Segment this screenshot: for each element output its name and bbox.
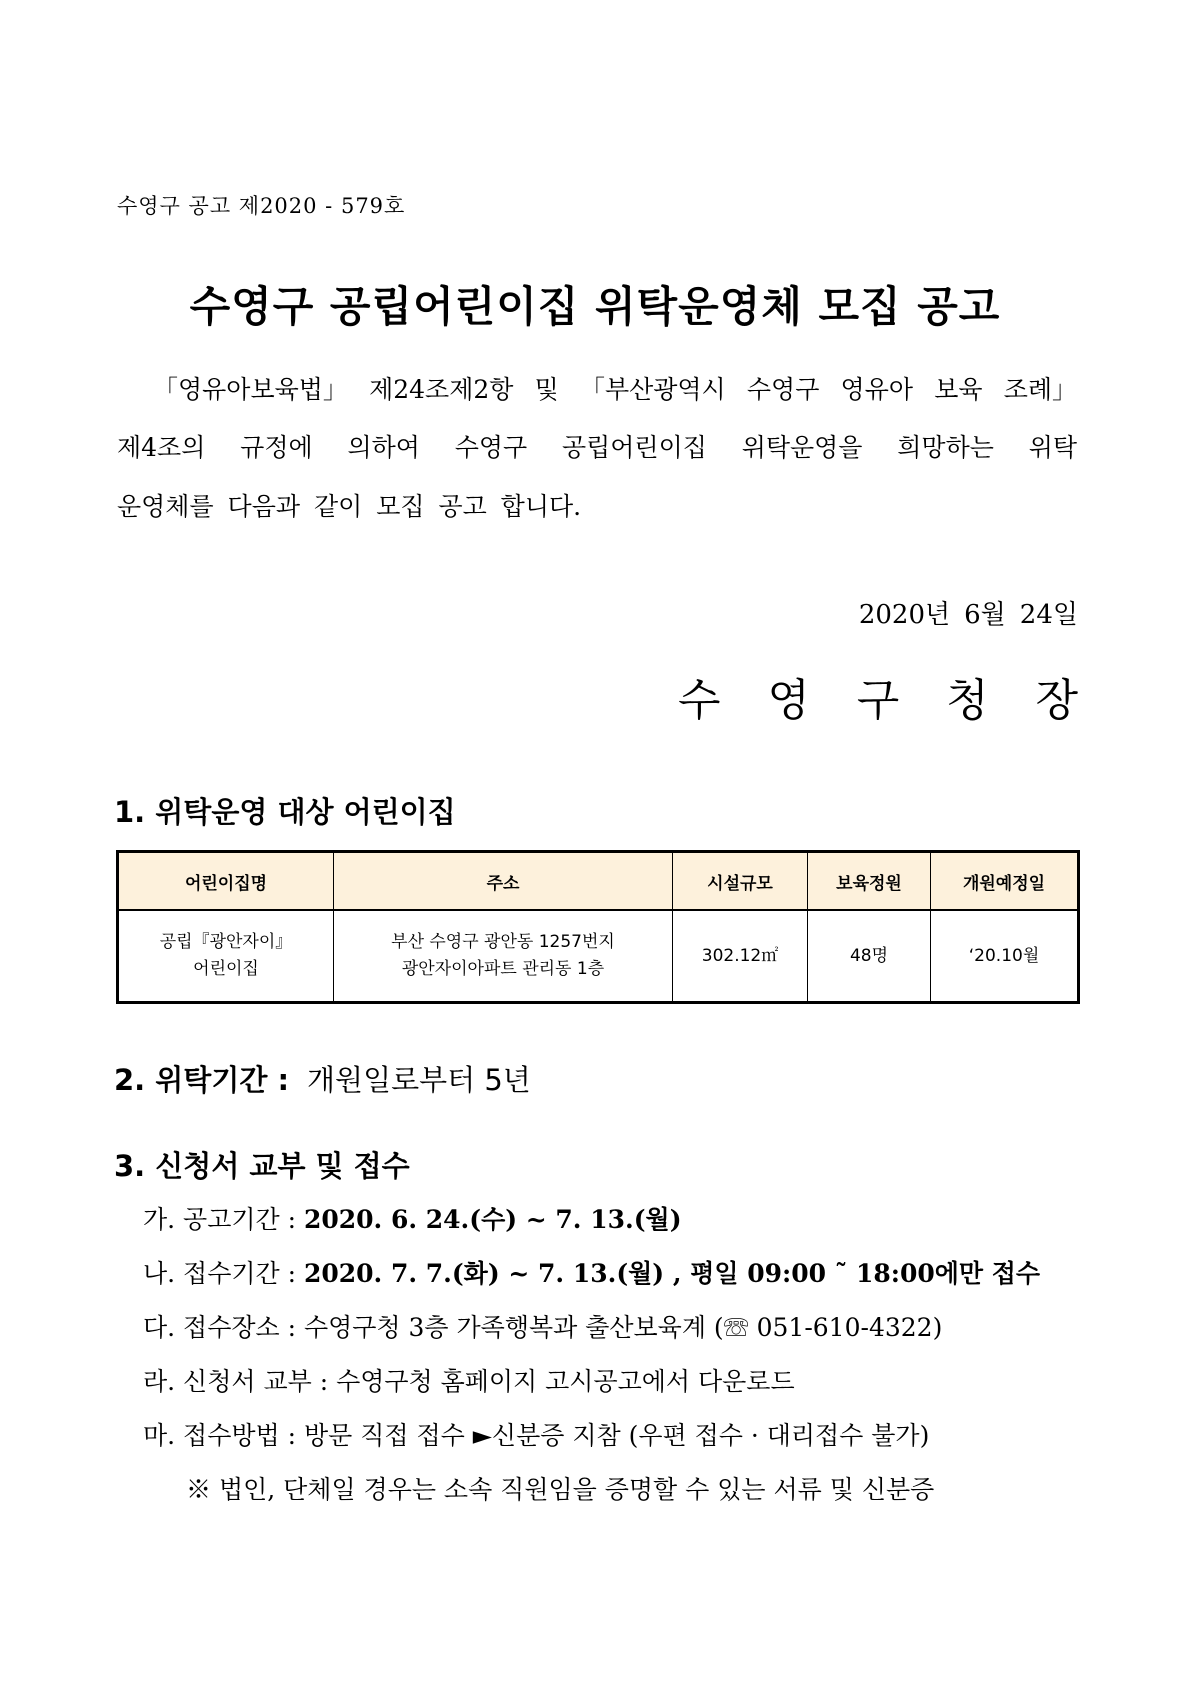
intro-word: 의하여: [347, 433, 420, 462]
intro-line-1: [117, 370, 1077, 406]
facility-table: [116, 850, 1080, 1004]
cell-address-line-1: 부산 수영구 광안동 1257번지: [391, 932, 615, 952]
date-day: 24일: [1019, 600, 1078, 630]
item-value: 방문 직접 접수 ►신분증 지참 (우편 접수 · 대리접수 불가): [303, 1421, 930, 1450]
list-item: [143, 1362, 795, 1398]
intro-word: 공립어린이집: [561, 433, 707, 462]
list-item: [143, 1254, 1040, 1290]
notice-number: 수영구 공고 제2020 - 579호: [117, 194, 406, 218]
intro-word: 위탁운영을: [741, 433, 863, 462]
intro-word: 수영구: [746, 375, 820, 404]
page-title: 수영구 공립어린이집 위탁운영체 모집 공고: [189, 282, 1001, 331]
intro-word: 영유아: [840, 375, 913, 404]
intro-word: 희망하는: [897, 433, 994, 462]
item-value: 2020. 6. 24.(수) ~ 7. 13.(월): [303, 1205, 682, 1234]
col-header-name: 어린이집명: [118, 852, 334, 911]
signer-char: 영: [767, 675, 810, 726]
cell-size: 302.12㎡: [673, 910, 808, 1003]
cell-name-line-2: 어린이집: [193, 959, 259, 979]
section-2-value: 개원일로부터 5년: [307, 1063, 531, 1097]
list-item: [143, 1416, 929, 1452]
section-3-heading: 3. 신청서 교부 및 접수: [114, 1149, 410, 1183]
cell-capacity: 48명: [808, 910, 931, 1003]
col-header-capacity: 보육정원: [808, 852, 931, 911]
intro-word: 위탁: [1028, 433, 1077, 462]
table-header-row: [118, 852, 1079, 911]
cell-opening: ‘20.10월: [931, 910, 1079, 1003]
list-item: [143, 1308, 942, 1344]
signer-title: [678, 664, 1078, 728]
cell-address: [334, 910, 673, 1003]
intro-word: 「영유아보육법」: [153, 375, 348, 404]
table-row: [118, 910, 1079, 1003]
intro-word: 보육: [934, 375, 983, 404]
col-header-size: 시설규모: [673, 852, 808, 911]
intro-word: 규정에: [240, 433, 313, 462]
section-2-label: 2. 위탁기간 :: [114, 1063, 290, 1097]
signer-char: 수: [678, 675, 721, 726]
cell-name: [118, 910, 334, 1003]
date-month: 6월: [964, 600, 1006, 630]
item-label: 가. 공고기간 :: [143, 1205, 304, 1234]
item-label: 마. 접수방법 :: [143, 1421, 304, 1450]
item-label: 라. 신청서 교부 :: [143, 1367, 337, 1396]
item-value: 수영구청 홈페이지 고시공고에서 다운로드: [336, 1367, 795, 1396]
intro-word: 제24조제2항: [369, 375, 514, 404]
cell-address-line-2: 광안자이아파트 관리동 1층: [401, 959, 605, 979]
intro-word: 조례」: [1003, 375, 1077, 404]
intro-line-3: 운영체를 다음과 같이 모집 공고 합니다.: [117, 492, 582, 521]
signer-char: 장: [1035, 675, 1078, 726]
section-1-heading: 1. 위탁운영 대상 어린이집: [114, 795, 456, 829]
item-label: 나. 접수기간 :: [143, 1259, 304, 1288]
intro-word: 제4조의: [117, 433, 206, 462]
date-year: 2020년: [858, 600, 951, 630]
intro-word: 「부산광역시: [579, 375, 726, 404]
col-header-opening: 개원예정일: [931, 852, 1079, 911]
list-item: [143, 1200, 682, 1236]
notice-date: [845, 594, 1078, 631]
col-header-address: 주소: [334, 852, 673, 911]
signer-char: 청: [946, 675, 989, 726]
item-label: 다. 접수장소 :: [143, 1313, 304, 1342]
cell-name-line-1: 공립『광안자이』: [159, 932, 293, 952]
intro-word: 수영구: [454, 433, 528, 462]
item-value: 2020. 7. 7.(화) ~ 7. 13.(월) , 평일 09:00 ˜ 18:00에만 접수: [303, 1259, 1041, 1288]
intro-line-2: [117, 428, 1077, 464]
application-note: ※ 법인, 단체일 경우는 소속 직원임을 증명할 수 있는 서류 및 신분증: [186, 1475, 935, 1504]
section-2-heading: [114, 1058, 531, 1099]
intro-word: 및: [534, 375, 559, 404]
item-value: 수영구청 3층 가족행복과 출산보육계 (☏ 051-610-4322): [303, 1313, 943, 1342]
signer-char: 구: [856, 675, 900, 726]
